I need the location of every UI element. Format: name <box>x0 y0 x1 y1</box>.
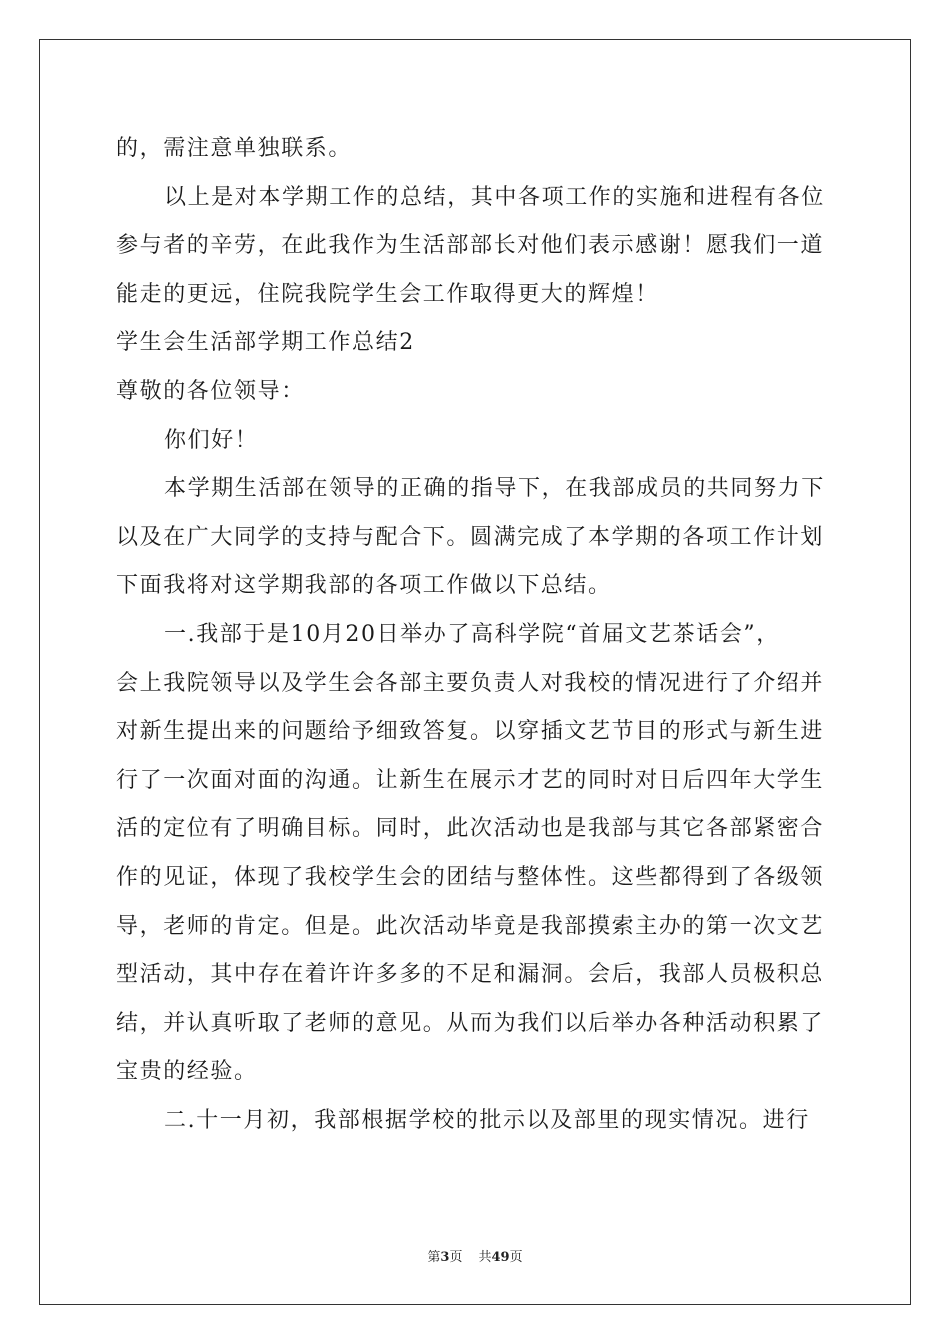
text-line: 对新生提出来的问题给予细致答复。以穿插文艺节目的形式与新生进 <box>116 719 825 745</box>
text-line: 参与者的辛劳，在此我作为生活部部长对他们表示感谢！愿我们一道 <box>116 233 825 259</box>
text-line: 活的定位有了明确目标。同时，此次活动也是我部与其它各部紧密合 <box>116 816 825 842</box>
text-line: 导，老师的肯定。但是。此次活动毕竟是我部摸索主办的第一次文艺 <box>116 913 825 939</box>
page-footer <box>0 1246 950 1265</box>
text-line: 结，并认真听取了老师的意见。从而为我们以后举办各种活动积累了 <box>116 1010 825 1036</box>
document-body <box>116 125 836 1145</box>
text-line: 以上是对本学期工作的总结，其中各项工作的实施和进程有各位 <box>164 184 825 210</box>
text-line: 你们好！ <box>164 427 259 453</box>
total-pages-number: 49 <box>491 1250 510 1265</box>
total-pages-suffix: 页 <box>509 1250 523 1265</box>
text-line: 一.我部于是10月20日举办了高科学院“首届文艺茶话会”， <box>164 621 780 647</box>
text-line: 作的见证，体现了我校学生会的团结与整体性。这些都得到了各级领 <box>116 864 825 890</box>
text-line: 下面我将对这学期我部的各项工作做以下总结。 <box>116 573 612 599</box>
text-line: 尊敬的各位领导： <box>116 378 305 404</box>
text-line: 的，需注意单独联系。 <box>116 136 353 161</box>
text-line: 会上我院领导以及学生会各部主要负责人对我校的情况进行了介绍并 <box>116 670 825 696</box>
text-line: 本学期生活部在领导的正确的指导下，在我部成员的共同努力下 <box>164 476 825 502</box>
text-line: 行了一次面对面的沟通。让新生在展示才艺的同时对日后四年大学生 <box>116 767 825 793</box>
text-line: 宝贵的经验。 <box>116 1059 258 1085</box>
page-number-suffix: 页 <box>449 1250 463 1265</box>
text-line: 二.十一月初，我部根据学校的批示以及部里的现实情况。进行 <box>164 1107 810 1133</box>
total-pages-prefix: 共 <box>478 1250 492 1265</box>
text-line: 学生会生活部学期工作总结2 <box>116 330 415 356</box>
current-page-number: 3 <box>440 1250 450 1265</box>
text-line: 以及在广大同学的支持与配合下。圆满完成了本学期的各项工作计划 <box>116 524 825 550</box>
page-number-prefix: 第 <box>427 1250 441 1265</box>
text-line: 能走的更远，住院我院学生会工作取得更大的辉煌！ <box>116 281 659 307</box>
text-line: 型活动，其中存在着许许多多的不足和漏洞。会后，我部人员极积总 <box>116 962 825 988</box>
